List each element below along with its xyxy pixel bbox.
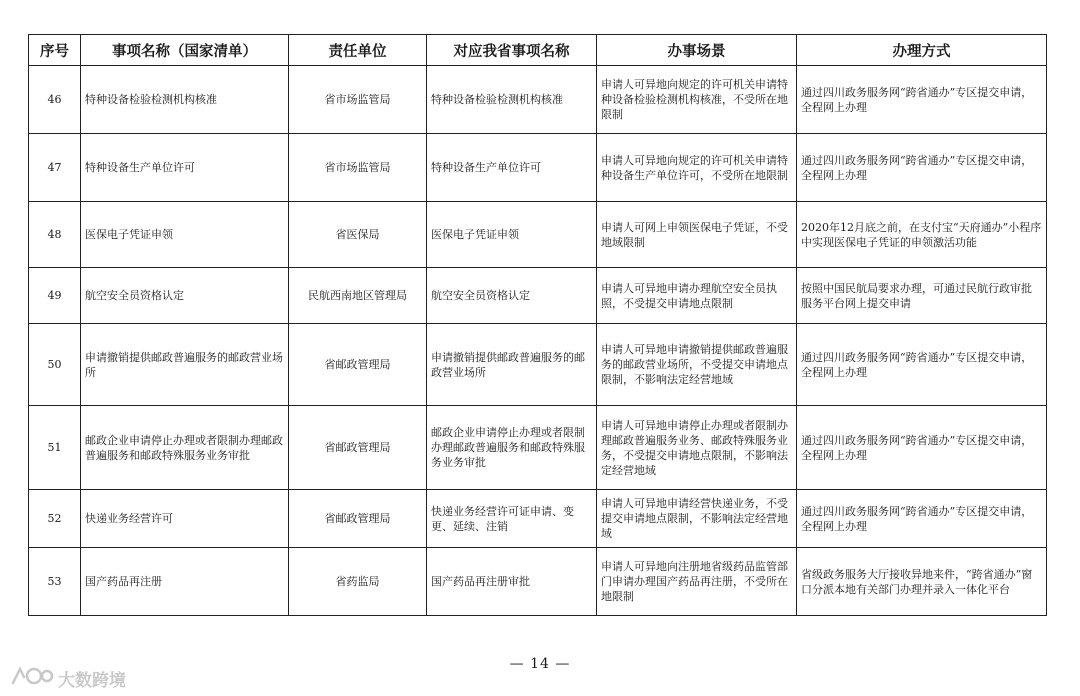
cell-item-name: 邮政企业申请停止办理或者限制办理邮政普遍服务和邮政特殊服务业务审批: [81, 406, 289, 490]
cell-local-name: 邮政企业申请停止办理或者限制办理邮政普遍服务和邮政特殊服务业务审批: [427, 406, 597, 490]
cell-unit: 省市场监管局: [289, 134, 427, 202]
cell-item-name: 申请撤销提供邮政普遍服务的邮政营业场所: [81, 324, 289, 406]
table-row: [29, 406, 1047, 490]
table-row: [29, 66, 1047, 134]
page-number: — 14 —: [509, 656, 571, 672]
cell-local-name: 快递业务经营许可证申请、变更、延续、注销: [427, 490, 597, 548]
header-responsible-unit: 责任单位: [289, 35, 427, 66]
cell-unit: 省邮政管理局: [289, 406, 427, 490]
cell-unit: 省医保局: [289, 202, 427, 268]
cell-serial: 51: [29, 406, 81, 490]
cell-method: 通过四川政务服务网“跨省通办”专区提交申请，全程网上办理: [797, 324, 1047, 406]
cell-serial: 47: [29, 134, 81, 202]
watermark: [10, 665, 126, 692]
table-row: [29, 268, 1047, 324]
cell-item-name: 特种设备生产单位许可: [81, 134, 289, 202]
cell-method: 按照中国民航局要求办理，可通过民航行政审批服务平台网上提交申请: [797, 268, 1047, 324]
cell-serial: 50: [29, 324, 81, 406]
cell-method: 通过四川政务服务网“跨省通办”专区提交申请，全程网上办理: [797, 66, 1047, 134]
cell-scene: 申请人可网上申领医保电子凭证，不受地域限制: [597, 202, 797, 268]
cell-serial: 48: [29, 202, 81, 268]
cell-local-name: 航空安全员资格认定: [427, 268, 597, 324]
header-serial: 序号: [29, 35, 81, 66]
cell-item-name: 医保电子凭证申领: [81, 202, 289, 268]
cell-item-name: 国产药品再注册: [81, 548, 289, 616]
cell-serial: 53: [29, 548, 81, 616]
table-row: [29, 134, 1047, 202]
cell-unit: 省市场监管局: [289, 66, 427, 134]
table-row: [29, 202, 1047, 268]
watermark-text: 大数跨境: [58, 671, 126, 691]
header-local-item-name: 对应我省事项名称: [427, 35, 597, 66]
header-method: 办理方式: [797, 35, 1047, 66]
cell-item-name: 特种设备检验检测机构核准: [81, 66, 289, 134]
table-row: [29, 548, 1047, 616]
header-item-name: 事项名称（国家清单）: [81, 35, 289, 66]
cell-item-name: 快递业务经营许可: [81, 490, 289, 548]
cell-scene: 申请人可异地向注册地省级药品监管部门申请办理国产药品再注册，不受所在地限制: [597, 548, 797, 616]
cell-scene: 申请人可异地向规定的许可机关申请特种设备检验检测机构核准，不受所在地限制: [597, 66, 797, 134]
cross-province-services-table: [28, 34, 1047, 616]
cell-scene: 申请人可异地向规定的许可机关申请特种设备生产单位许可，不受所在地限制: [597, 134, 797, 202]
cell-scene: 申请人可异地申请办理航空安全员执照，不受提交申请地点限制: [597, 268, 797, 324]
cell-local-name: 申请撤销提供邮政普遍服务的邮政营业场所: [427, 324, 597, 406]
cell-local-name: 医保电子凭证申领: [427, 202, 597, 268]
cell-method: 通过四川政务服务网“跨省通办”专区提交申请，全程网上办理: [797, 406, 1047, 490]
cell-unit: 省邮政管理局: [289, 490, 427, 548]
cell-item-name: 航空安全员资格认定: [81, 268, 289, 324]
cell-serial: 46: [29, 66, 81, 134]
table-row: [29, 490, 1047, 548]
cell-method: 省级政务服务大厅接收异地来件，“跨省通办”窗口分派本地有关部门办理并录入一体化平台: [797, 548, 1047, 616]
table-header-row: [29, 35, 1047, 66]
cell-serial: 52: [29, 490, 81, 548]
watermark-logo-icon: [10, 665, 54, 692]
cell-unit: 民航西南地区管理局: [289, 268, 427, 324]
cell-local-name: 国产药品再注册审批: [427, 548, 597, 616]
table-row: [29, 324, 1047, 406]
cell-serial: 49: [29, 268, 81, 324]
cell-unit: 省邮政管理局: [289, 324, 427, 406]
cell-scene: 申请人可异地申请撤销提供邮政普遍服务的邮政营业场所，不受提交申请地点限制，不影响法定经营地域: [597, 324, 797, 406]
cell-method: 通过四川政务服务网“跨省通办”专区提交申请，全程网上办理: [797, 134, 1047, 202]
cell-method: 2020年12月底之前，在支付宝“天府通办”小程序中实现医保电子凭证的申领激活功能: [797, 202, 1047, 268]
cell-scene: 申请人可异地申请经营快递业务，不受提交申请地点限制，不影响法定经营地域: [597, 490, 797, 548]
header-scene: 办事场景: [597, 35, 797, 66]
cell-unit: 省药监局: [289, 548, 427, 616]
policy-table-container: [28, 34, 1047, 616]
cell-method: 通过四川政务服务网“跨省通办”专区提交申请，全程网上办理: [797, 490, 1047, 548]
cell-local-name: 特种设备生产单位许可: [427, 134, 597, 202]
cell-local-name: 特种设备检验检测机构核准: [427, 66, 597, 134]
cell-scene: 申请人可异地申请停止办理或者限制办理邮政普遍服务业务、邮政特殊服务业务，不受提交申请地点限制，不影响法定经营地域: [597, 406, 797, 490]
